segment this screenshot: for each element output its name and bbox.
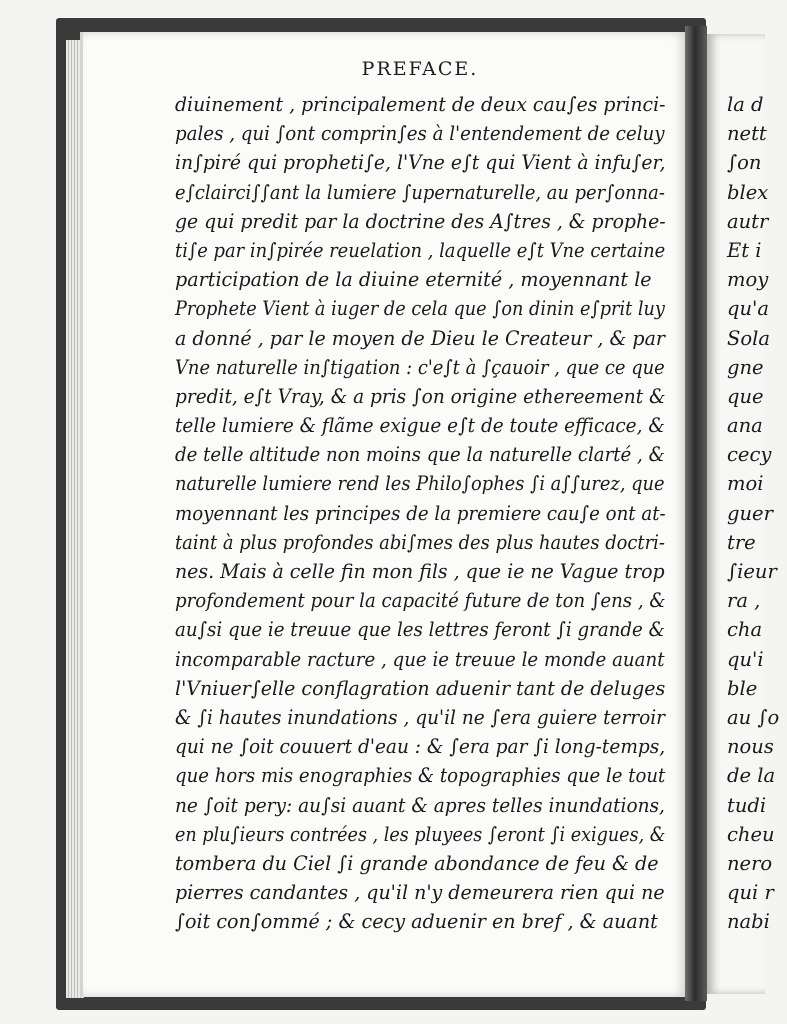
text-fragment: la d — [727, 93, 764, 116]
text-line: diuinement , principalement de deux cau∫es princi- — [175, 93, 666, 116]
text-fragment: tre — [727, 530, 756, 554]
text-fragment: qu'a — [727, 297, 770, 321]
text-line: naturelle lumiere rend les Philo∫ophes ∫i a∫∫urez, que — [175, 472, 665, 496]
text-fragment: nous — [727, 735, 774, 759]
text-fragment: moi — [727, 472, 764, 496]
text-fragment: que — [727, 384, 764, 408]
text-line: que hors mis enographies & topographies que le tout — [175, 764, 666, 788]
text-fragment: moy — [727, 268, 769, 292]
text-line: l'Vniuer∫elle conflagration aduenir tant de deluges — [175, 676, 666, 700]
text-fragment: ra , — [727, 589, 761, 613]
text-fragment: cecy — [727, 443, 772, 467]
text-line: predit, e∫t Vray, & a pris ∫on origine ethereement & — [175, 384, 666, 408]
text-line: qui ne ∫oit couuert d'eau : & ∫era par ∫i long-temps, — [175, 735, 666, 759]
text-fragment: nett — [727, 122, 767, 146]
text-line: ti∫e par in∫pirée reuelation , laquelle e∫t Vne certaine — [175, 238, 666, 262]
text-fragment: ∫on — [727, 151, 762, 175]
text-line: moyennant les principes de la premiere cau∫e ont at- — [175, 501, 666, 525]
text-fragment: guer — [727, 501, 773, 525]
text-fragment: nero — [727, 851, 773, 875]
text-line: Vne naturelle in∫tigation : c'e∫t à ∫çauoir , que ce que — [175, 355, 665, 379]
text-fragment: blex — [727, 180, 769, 204]
text-line: de telle altitude non moins que la naturelle clarté , & — [175, 443, 665, 467]
text-line: e∫clairci∫∫ant la lumiere ∫upernaturelle, au per∫onna- — [175, 180, 665, 204]
text-line: a donné , par le moyen de Dieu le Createur , & par — [175, 326, 665, 350]
text-line: participation de la diuine eternité , moyennant le — [175, 268, 652, 292]
text-fragment: cheu — [727, 822, 775, 846]
text-fragment: ana — [727, 414, 763, 438]
text-fragment: au ∫o — [727, 705, 780, 729]
text-line: in∫piré qui propheti∫e, l'Vne e∫t qui Vient à infu∫er, — [175, 151, 666, 175]
left-page-text — [175, 90, 675, 936]
right-page — [707, 34, 780, 994]
text-fragment: Sola — [727, 326, 770, 350]
text-line: pales , qui ∫ont comprin∫es à l'entendement de celuy — [175, 122, 665, 146]
text-line: ge qui predit par la doctrine des A∫tres , & prophe- — [175, 209, 666, 233]
book-gutter — [685, 26, 707, 1001]
text-line: taint à plus profondes abi∫mes des plus hautes doctri- — [175, 530, 665, 554]
text-line: pierres candantes , qu'il n'y demeurera rien qui ne — [175, 881, 665, 905]
text-line: au∫si que ie treuue que les lettres feront ∫i grande & — [175, 618, 665, 642]
text-line: profondement pour la capacité future de ton ∫ens , & — [175, 589, 666, 613]
text-fragment: cha — [727, 618, 763, 642]
text-fragment: tudi — [727, 793, 767, 817]
text-fragment: qui r — [727, 881, 774, 905]
right-page-text — [727, 90, 787, 936]
text-fragment: de la — [727, 764, 776, 788]
text-line: ne ∫oit pery: au∫si auant & apres telles inundations, — [175, 793, 665, 817]
text-line: nes. Mais à celle fin mon fils , que ie ne Vague trop — [175, 560, 665, 583]
text-fragment: ∫ieur — [727, 560, 777, 583]
text-fragment: Et i — [727, 238, 762, 262]
running-head: PREFACE. — [361, 58, 479, 80]
text-line: Prophete Vient à iuger de cela que ∫on dinin e∫prit luy — [175, 297, 665, 321]
text-line: incomparable racture , que ie treuue le monde auant — [175, 647, 665, 671]
text-fragment: ble — [727, 676, 758, 700]
text-fragment: gne — [727, 355, 764, 379]
text-line: telle lumiere & flãme exigue e∫t de toute efficace, & — [175, 414, 665, 438]
text-line: en plu∫ieurs contrées , les pluyees ∫eront ∫i exigues, & — [175, 822, 666, 846]
text-fragment: qu'i — [727, 647, 764, 671]
text-fragment: nabi — [727, 910, 770, 934]
text-line: tombera du Ciel ∫i grande abondance de feu & de — [175, 851, 659, 875]
text-line: ∫oit con∫ommé ; & cecy aduenir en bref , & auant — [175, 910, 658, 934]
text-fragment: autr — [727, 209, 769, 233]
text-line: & ∫i hautes inundations , qu'il ne ∫era guiere terroir — [175, 705, 666, 729]
